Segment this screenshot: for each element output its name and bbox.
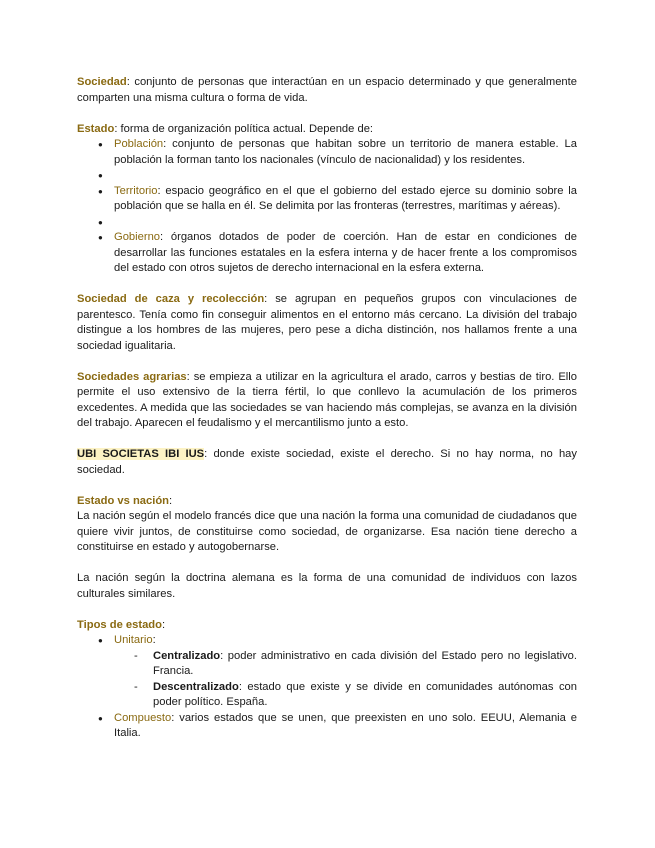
list-item-descentralizado [77,680,577,711]
paragraph-nacion-francesa: La nación según el modelo francés dice que una nación la forma una comunidad de ciudadanos que quiere vivir juntos, de constituirse como sociedad, de organizarse. Esa nación tiene derecho a constituirse en estado y autogobernarse. [77,510,577,553]
spacer [77,602,577,618]
definition-poblacion: : conjunto de personas que habitan sobre un territorio de manera estable. La población la forman tanto los nacionales (vínculo de nacionalidad) y los residentes. [114,138,577,166]
term-agrarias: Sociedades agrarias [77,370,187,383]
list-item-centralizado [77,649,577,680]
spacer [77,478,577,494]
unitario-subtypes-list [77,649,577,711]
tipos-estado-list [77,633,577,649]
heading-nacion-colon: : [169,494,173,507]
paragraph-caza [77,292,577,354]
term-caza: Sociedad de caza y recolección [77,293,265,305]
term-estado: Estado [77,122,115,135]
list-item-poblacion [77,137,577,168]
term-descentralizado: Descentralizado [153,680,239,693]
definition-agrarias: : se empieza a utilizar en la agricultura el arado, carros y bestias de tiro. Ello permite el uso extensivo de la tierra fértil, lo que conllevo la acumulación de los primeros excedentes. A medida que las sociedades se van haciendo más complejas, se avanza en la división del trabajo. Aparecen el feudalismo y el mercantilismo junto a esto. [77,370,578,429]
paragraph-nacion-alemana: La nación según la doctrina alemana es la forma de una comunidad de individuos con lazos culturales similares. [77,572,577,600]
heading-tipos-text: Tipos de estado [77,618,162,631]
definition-sociedad: : conjunto de personas que interactúan en un espacio determinado y que generalmente comparten una misma cultura o forma de vida. [77,76,577,104]
spacer [77,106,577,122]
spacer [77,168,577,184]
document-page [77,75,577,742]
definition-centralizado: : poder administrativo en cada división del Estado pero no legislativo. Francia. [153,649,577,677]
list-item-territorio [77,184,577,215]
spacer [77,432,577,448]
spacer [77,556,577,572]
term-gobierno: Gobierno [114,231,161,243]
definition-gobierno: : órganos dotados de poder de coerción. Han de estar en condiciones de desarrollar las funciones estatales en la esfera interna y de hacer frente a los compromisos del estado con otros sujetos de derecho internacional en la esfera externa. [114,231,577,274]
list-item-unitario [77,633,577,649]
heading-nacion-text: Estado vs nación [77,494,170,507]
term-sociedad: Sociedad [77,76,127,88]
term-compuesto: Compuesto [114,711,172,724]
spacer [77,215,577,231]
term-ubi-societas: UBI SOCIETAS IBI IUS [77,448,205,460]
paragraph-agrarias [77,370,577,432]
tipos-estado-list-continued [77,711,577,742]
unitario-colon: : [152,634,156,646]
heading-estado-vs-nacion [77,494,577,510]
definition-estado: : forma de organización política actual. Depende de: [114,122,374,135]
list-item-compuesto [77,711,577,742]
estado-elements-list [77,137,577,277]
heading-tipos-estado [77,618,577,634]
definition-descentralizado: : estado que existe y se divide en comunidades autónomas con poder político. España. [153,680,577,708]
paragraph-ubi [77,447,577,478]
spacer [77,354,577,370]
definition-ubi-societas: : donde existe sociedad, existe el derecho. Si no hay norma, no hay sociedad. [77,448,577,476]
paragraph-estado [77,122,577,138]
heading-tipos-colon: : [161,618,166,631]
term-territorio: Territorio [114,184,158,197]
paragraph-sociedad [77,75,577,106]
definition-caza: : se agrupan en pequeños grupos con vinculaciones de parentesco. Tenía como fin conseguir alimentos en el entorno más cercano. La división del trabajo distingue a los hombres de las mujeres, pero pese a dicha distinción, nos hallamos frente a una sociedad igualitaria. [77,293,578,352]
term-unitario: Unitario [114,634,153,646]
definition-compuesto: : varios estados que se unen, que preexisten en uno solo. EEUU, Alemania e Italia. [114,711,577,739]
term-poblacion: Población [114,138,164,150]
term-centralizado: Centralizado [153,649,221,662]
definition-territorio: : espacio geográfico en el que el gobierno del estado ejerce su dominio sobre la población que se halla en él. Se delimita por las fronteras (terrestres, marítimas y aéreas). [114,184,577,212]
list-item-gobierno [77,230,577,277]
spacer [77,277,577,293]
